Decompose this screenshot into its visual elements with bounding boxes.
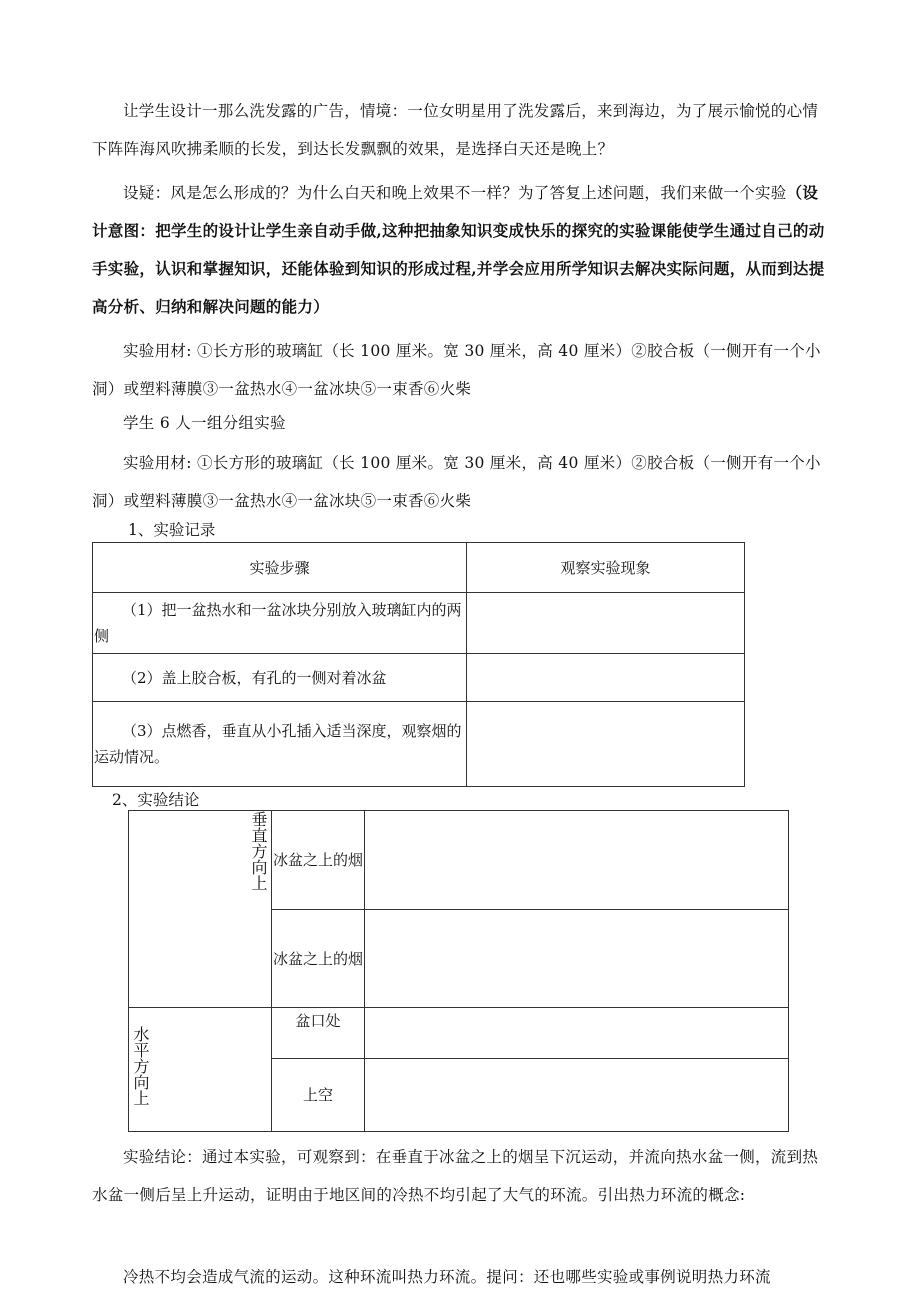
- vertical-direction-label-cell: [129, 811, 272, 1008]
- group-paragraph: 学生 6 人一组分组实验: [123, 414, 286, 432]
- conclusion-paragraph: 实验结论：通过本实验，可观察到：在垂直于冰盆之上的烟呈下沉运动，并流向热水盆一侧，流到热水盆一侧后呈上升运动，证明由于地区间的冷热不均引起了大气的环流。引出热力环流的概念:: [92, 1148, 819, 1204]
- result-cell[interactable]: [365, 811, 789, 910]
- step-cell: （1）把一盆热水和一盆冰块分别放入玻璃缸内的两侧: [93, 593, 467, 654]
- horizontal-direction-label-cell: [129, 1008, 272, 1132]
- table-row: [93, 702, 745, 787]
- observation-cell[interactable]: [467, 593, 745, 654]
- experiment-record-table: [92, 542, 745, 787]
- item-cell: 盆口处: [272, 1008, 365, 1059]
- result-cell[interactable]: [365, 1008, 789, 1059]
- section2-title: 2、实验结论: [112, 791, 200, 809]
- table-header-row: [93, 543, 745, 593]
- result-cell[interactable]: [365, 910, 789, 1008]
- table-row: [129, 1008, 789, 1059]
- question-text: 设疑：风是怎么形成的？为什么白天和晚上效果不一样？为了答复上述问题，我们来做一个实验: [123, 184, 787, 202]
- intro-paragraph: 让学生设计一那么洗发露的广告，情境：一位女明星用了洗发露后，来到海边，为了展示愉悦的心情下阵阵海风吹拂柔顺的长发，到达长发飘飘的效果，是选择白天还是晚上？: [92, 102, 819, 158]
- table-row: [93, 593, 745, 654]
- step-cell: （3）点燃香，垂直从小孔插入适当深度，观察烟的运动情况。: [93, 702, 467, 787]
- step-cell: （2）盖上胶合板，有孔的一侧对着冰盆: [93, 654, 467, 702]
- item-cell: 冰盆之上的烟: [272, 910, 365, 1008]
- materials-paragraph-1: 实验用材: ①长方形的玻璃缸（长 100 厘米。宽 30 厘米，高 40 厘米）②胶合板（一侧开有一个小洞）或塑料薄膜③一盆热水④一盆冰块⑤一束香⑥火柴: [92, 342, 821, 398]
- closing-paragraph: 冷热不均会造成气流的运动。这种环流叫热力环流。提问：还也哪些实验或事例说明热力环流: [123, 1268, 771, 1286]
- vertical-direction-label: 垂直方向上: [249, 811, 268, 891]
- materials-paragraph-2: 实验用材: ①长方形的玻璃缸（长 100 厘米。宽 30 厘米，高 40 厘米）②胶合板（一侧开有一个小洞）或塑料薄膜③一盆热水④一盆冰块⑤一束香⑥火柴: [92, 454, 821, 510]
- table-row: [129, 811, 789, 910]
- observation-cell[interactable]: [467, 702, 745, 787]
- question-paragraph: [92, 174, 832, 326]
- experiment-conclusion-table: [128, 810, 789, 1132]
- section1-title: 1、实验记录: [128, 521, 216, 539]
- item-cell: 冰盆之上的烟: [272, 811, 365, 910]
- horizontal-direction-label: 水平方向上: [131, 1025, 150, 1106]
- item-cell: 上空: [272, 1059, 365, 1132]
- design-intent-text: （设计意图：把学生的设计让学生亲自动手做,这种把抽象知识变成快乐的探究的实验课能使学生通过自己的动手实验，认识和掌握知识，还能体验到知识的形成过程,并学会应用所学知识去解决实际问题，从而到达提高分析、归纳和解决问题的能力）: [92, 183, 825, 316]
- header-observation: 观察实验现象: [467, 543, 745, 593]
- header-steps: 实验步骤: [93, 543, 467, 593]
- table-row: [93, 654, 745, 702]
- observation-cell[interactable]: [467, 654, 745, 702]
- result-cell[interactable]: [365, 1059, 789, 1132]
